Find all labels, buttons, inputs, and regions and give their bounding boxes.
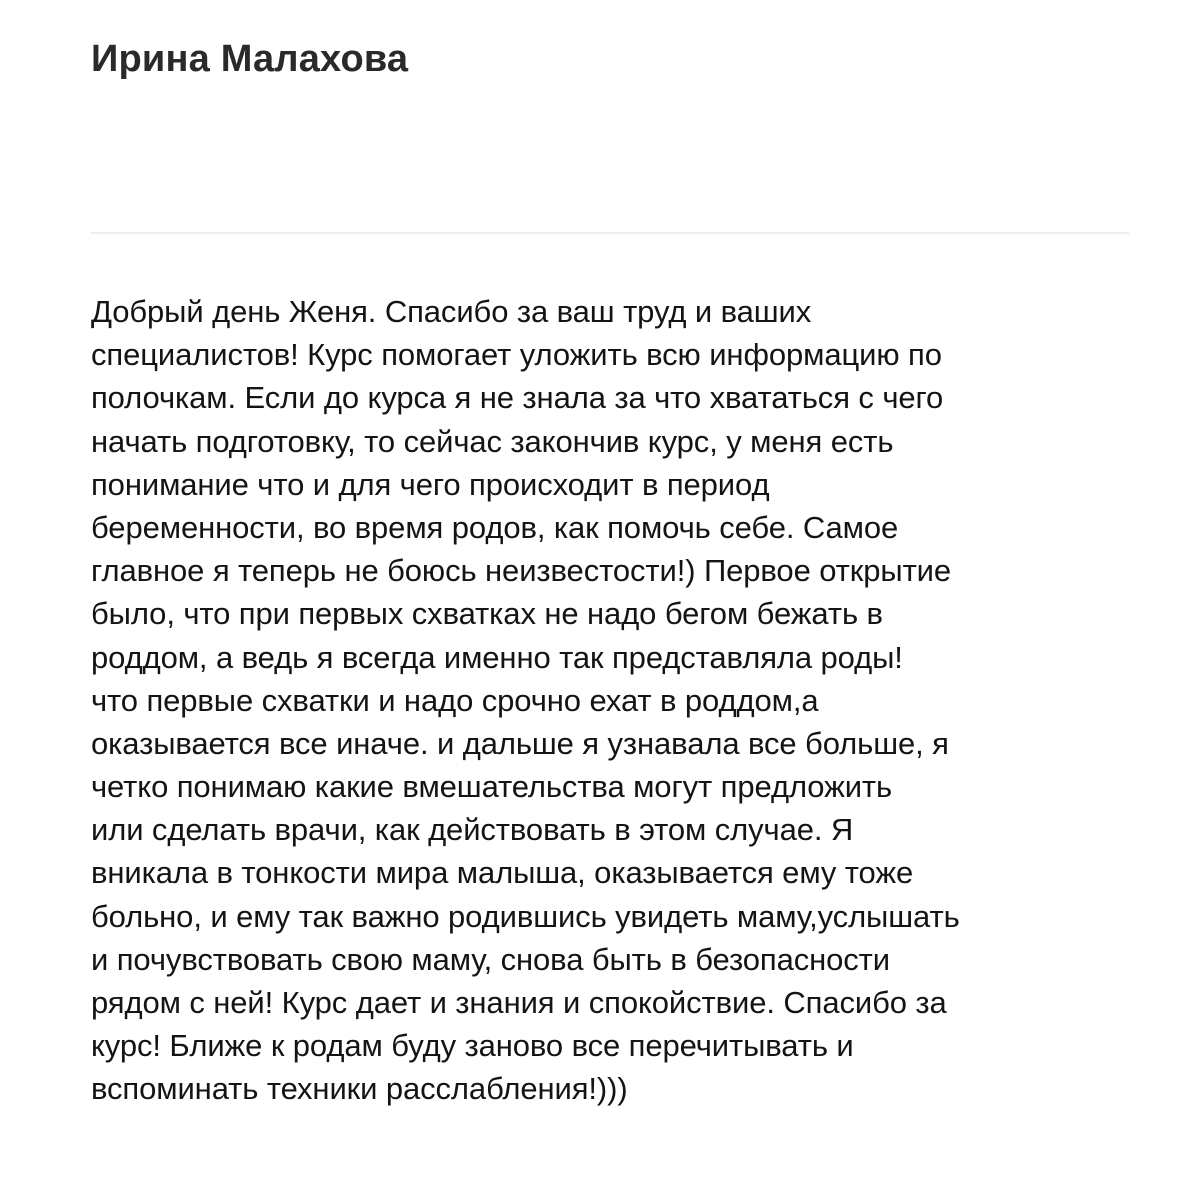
review-text-line: роддом, а ведь я всегда именно так представляла роды! — [91, 639, 903, 675]
divider — [91, 232, 1129, 234]
review-text-line: беременности, во время родов, как помочь себе. Самое — [91, 509, 899, 545]
review-text-line: четко понимаю какие вмешательства могут предложить — [91, 769, 893, 805]
review-text-line: было, что при первых схватках не надо бегом бежать в — [91, 596, 883, 632]
review-text-line: больно, и ему так важно родившись увидеть маму,услышать — [91, 898, 960, 934]
review-text-line: понимание что и для чего происходит в период — [91, 466, 770, 502]
review-text-line: оказывается все иначе. и дальше я узнавала все больше, я — [91, 725, 949, 761]
review-text-line: и почувствовать свою маму, снова быть в безопасности — [91, 941, 890, 977]
review-text-line: вспоминать техники расслабления!))) — [91, 1071, 628, 1107]
review-text-line: главное я теперь не боюсь неизвестости!) Первое открытие — [91, 553, 952, 589]
review-text-line: полочкам. Если до курса я не знала за что хвататься с чего — [91, 380, 944, 416]
review-text-line: курс! Ближе к родам буду заново все перечитывать и — [91, 1028, 854, 1064]
review-author-name: Ирина Малахова — [91, 38, 409, 80]
review-text-line: или сделать врачи, как действовать в этом случае. Я — [91, 812, 854, 848]
review-text-line: вникала в тонкости мира малыша, оказывается ему тоже — [91, 855, 914, 891]
review-text — [91, 290, 1151, 1111]
review-text-line: начать подготовку, то сейчас закончив курс, у меня есть — [91, 423, 894, 459]
review-text-line: что первые схватки и надо срочно ехат в роддом,а — [91, 682, 819, 718]
review-text-line: Добрый день Женя. Спасибо за ваш труд и ваших — [91, 294, 812, 329]
review-text-line: рядом с ней! Курс дает и знания и спокойствие. Спасибо за — [91, 985, 947, 1020]
review-text-line: специалистов! Курс помогает уложить всю информацию по — [91, 337, 942, 373]
